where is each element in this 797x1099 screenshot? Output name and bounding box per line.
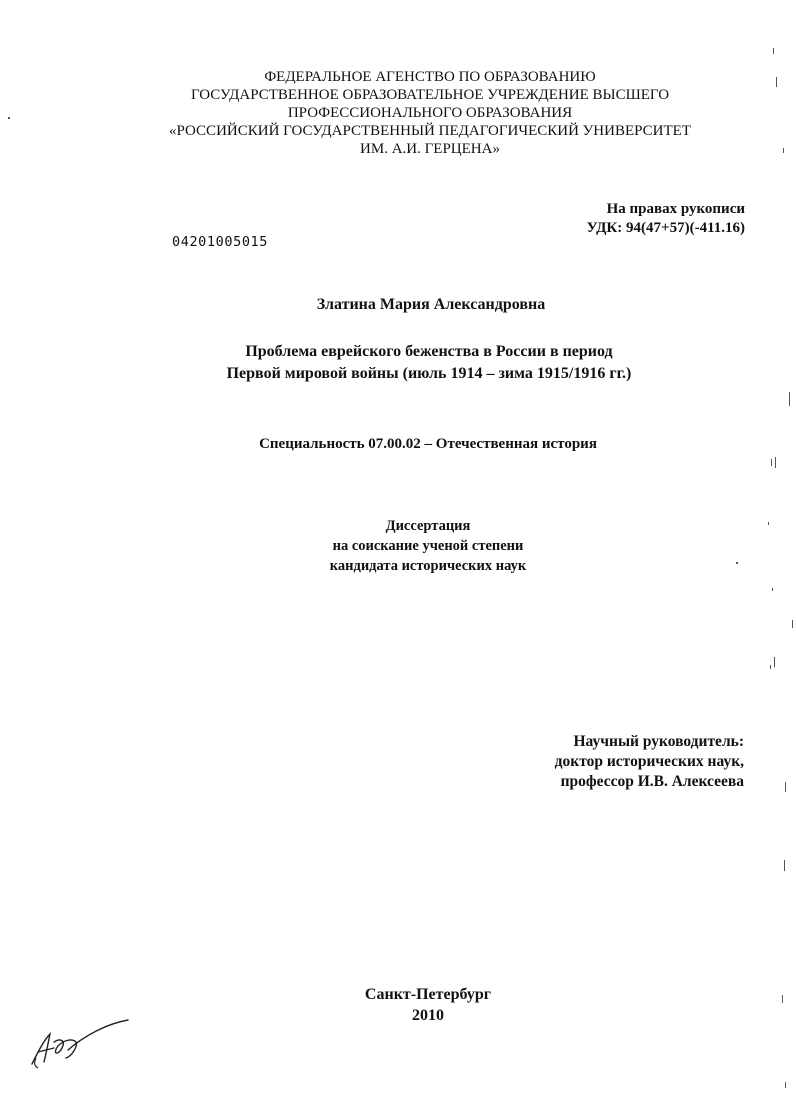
scan-speck — [772, 588, 773, 591]
supervisor-line-2: доктор исторических наук, — [554, 753, 744, 770]
author-name: Златина Мария Александровна — [316, 296, 546, 313]
scan-speck — [776, 77, 777, 87]
footer-year: 2010 — [412, 1007, 444, 1024]
scan-speck — [8, 117, 10, 119]
title-line-2: Первой мировой войны (июль 1914 – зима 1915/1916 гг.) — [226, 365, 632, 382]
scan-speck — [785, 782, 786, 792]
degree-line-1: Диссертация — [385, 518, 471, 534]
scan-speck — [792, 620, 793, 628]
scan-speck — [782, 995, 783, 1003]
scan-speck — [784, 860, 785, 871]
manuscript-block — [587, 200, 745, 238]
supervisor-line-3: профессор И.В. Алексеева — [560, 773, 744, 790]
institution-line-5: ИМ. А.И. ГЕРЦЕНА» — [360, 141, 500, 157]
scan-speck — [774, 657, 775, 667]
footer-city: Санкт-Петербург — [364, 986, 492, 1003]
manuscript-rights: На правах рукописи — [606, 201, 745, 217]
scan-speck — [771, 459, 772, 466]
scan-speck — [785, 1082, 786, 1088]
degree-line-2: на соискание ученой степени — [332, 538, 524, 554]
title-line-1: Проблема еврейского беженства в России в период — [245, 343, 613, 360]
supervisor-block — [555, 732, 744, 792]
supervisor-line-1: Научный руководитель: — [573, 733, 744, 750]
specialty: Специальность 07.00.02 – Отечественная история — [259, 436, 597, 452]
institution-line-1: ФЕДЕРАЛЬНОЕ АГЕНСТВО ПО ОБРАЗОВАНИЮ — [264, 69, 596, 85]
catalog-code: 04201005015 — [172, 234, 269, 250]
degree-line-3: кандидата исторических наук — [329, 558, 527, 574]
signature-icon — [28, 1012, 138, 1072]
udk-code: УДК: 94(47+57)(-411.16) — [586, 220, 745, 236]
institution-line-4: «РОССИЙСКИЙ ГОСУДАРСТВЕННЫЙ ПЕДАГОГИЧЕСКИЙ УНИВЕРСИТЕТ — [169, 123, 691, 139]
scan-speck — [789, 392, 790, 406]
scan-speck — [736, 562, 738, 564]
scan-speck — [773, 48, 774, 54]
scan-speck — [775, 457, 776, 468]
dissertation-title — [0, 341, 797, 385]
scan-speck — [770, 665, 771, 669]
dissertation-degree — [0, 516, 797, 576]
institution-line-3: ПРОФЕССИОНАЛЬНОГО ОБРАЗОВАНИЯ — [287, 105, 573, 121]
institution-header — [100, 68, 760, 158]
institution-line-2: ГОСУДАРСТВЕННОЕ ОБРАЗОВАТЕЛЬНОЕ УЧРЕЖДЕНИЕ ВЫСШЕГО — [190, 87, 670, 103]
scan-speck — [783, 148, 784, 153]
scan-speck — [768, 522, 769, 525]
